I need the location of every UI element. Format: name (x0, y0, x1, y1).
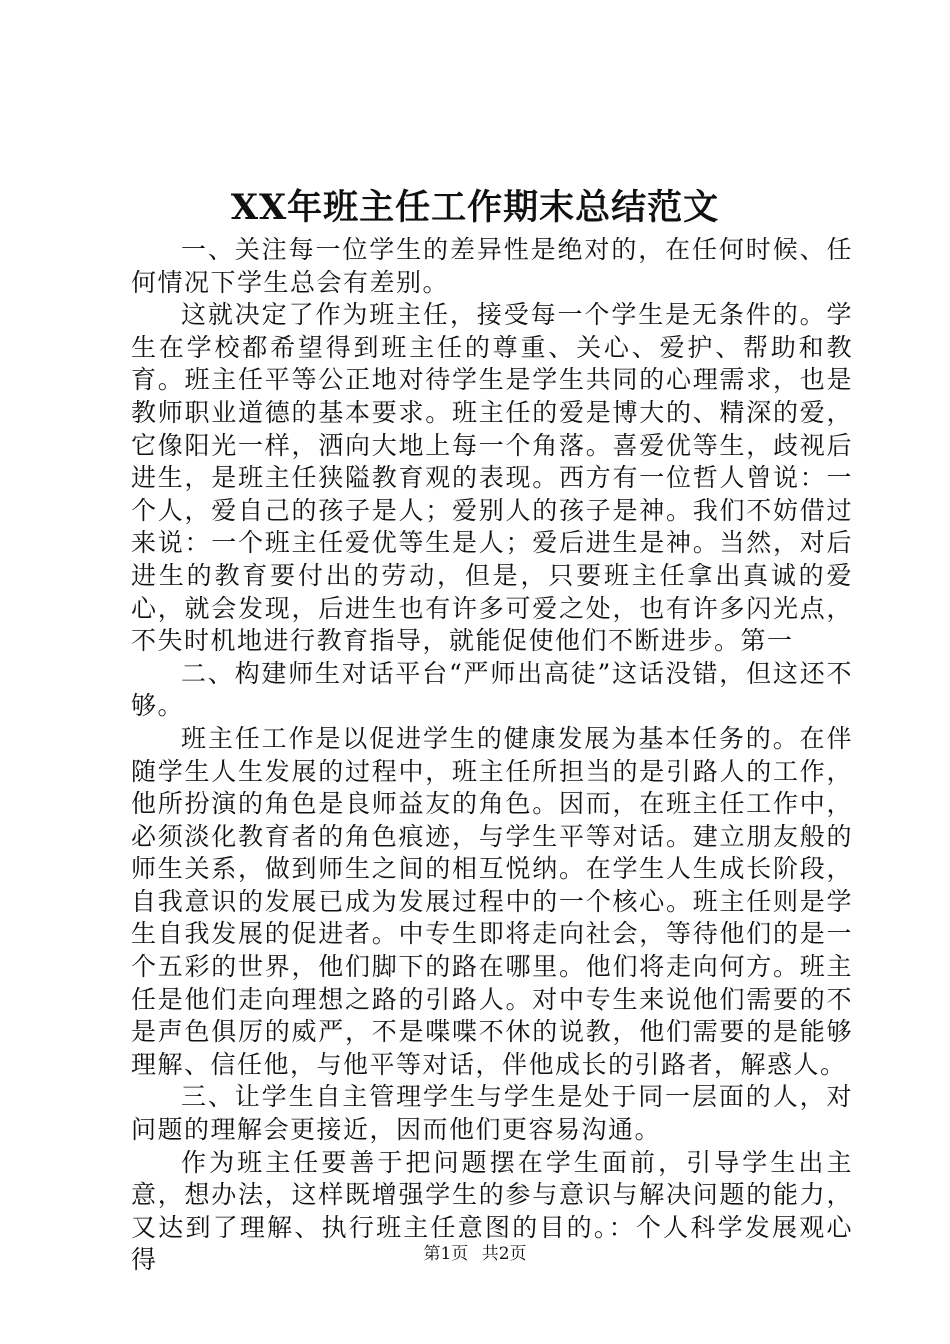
paragraph-3: 二、构建师生对话平台“严师出高徒”这话没错，但这还不够。 (131, 658, 853, 721)
paragraph-4: 班主任工作是以促进学生的健康发展为基本任务的。在伴随学生人生发展的过程中，班主任所担当的是引路人的工作，他所扮演的角色是良师益友的角色。因而，在班主任工作中，必须淡化教育者的角色痕迹，与学生平等对话。建立朋友般的师生关系，做到师生之间的相互悦纳。在学生人生成长阶段，自我意识的发展已成为发展过程中的一个核心。班主任则是学生自我发展的促进者。中专生即将走向社会，等待他们的是一个五彩的世界，他们脚下的路在哪里。他们将走向何方。班主任是他们走向理想之路的引路人。对中专生来说他们需要的不是声色俱厉的威严，不是喋喋不休的说教，他们需要的是能够理解、信任他，与他平等对话，伴他成长的引路者，解惑人。 (131, 723, 853, 1079)
paragraph-2: 这就决定了作为班主任，接受每一个学生是无条件的。学生在学校都希望得到班主任的尊重、关心、爱护、帮助和教育。班主任平等公正地对待学生是学生共同的心理需求，也是教师职业道德的基本要求。班主任的爱是博大的、精深的爱，它像阳光一样，洒向大地上每一个角落。喜爱优等生，歧视后进生，是班主任狭隘教育观的表现。西方有一位哲人曾说：一个人，爱自己的孩子是人；爱别人的孩子是神。我们不妨借过来说：一个班主任爱优等生是人；爱后进生是神。当然，对后进生的教育要付出的劳动，但是，只要班主任拿出真诚的爱心，就会发现，后进生也有许多可爱之处，也有许多闪光点，不失时机地进行教育指导，就能促使他们不断进步。第一 (131, 300, 853, 656)
page-footer (0, 1243, 950, 1265)
page-number-total: 共2页 (481, 1244, 527, 1264)
document-body (131, 234, 853, 1277)
document-title: XX年班主任工作期末总结范文 (230, 187, 720, 228)
page-number-current: 第1页 (423, 1244, 469, 1264)
paragraph-1: 一、关注每一位学生的差异性是绝对的，在任何时候、任何情况下学生总会有差别。 (131, 235, 853, 297)
paragraph-6: 作为班主任要善于把问题摆在学生面前，引导学生出主意，想办法，这样既增强学生的参与意识与解决问题的能力，又达到了理解、执行班主任意图的目的。：个人科学发展观心得 (131, 1147, 853, 1275)
paragraph-5: 三、让学生自主管理学生与学生是处于同一层面的人，对问题的理解会更接近，因而他们更容易沟通。 (131, 1082, 853, 1145)
